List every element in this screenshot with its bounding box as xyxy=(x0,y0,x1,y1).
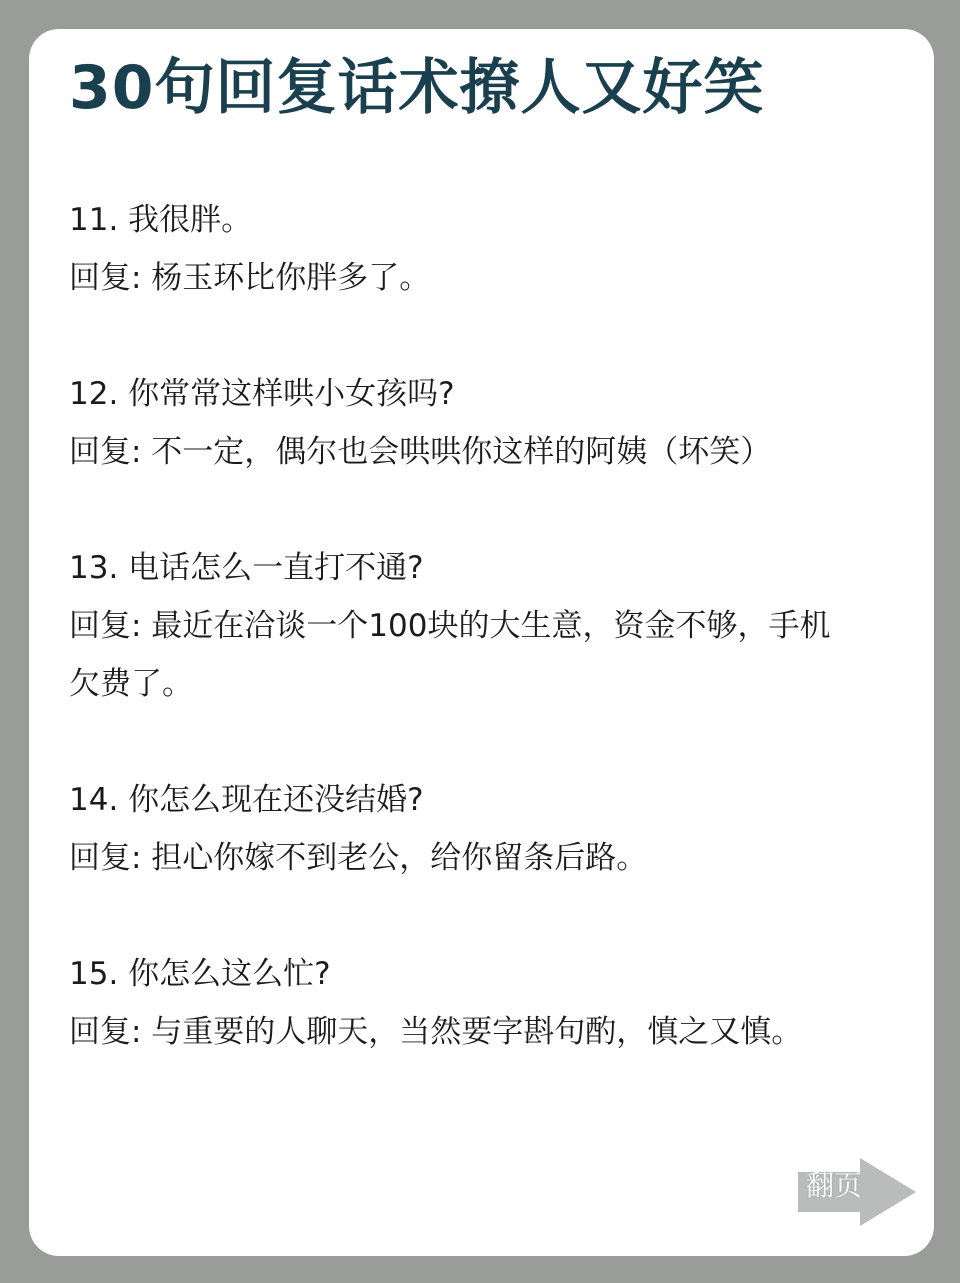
page-title: 30句回复话术撩人又好笑 xyxy=(69,53,765,123)
content-card xyxy=(29,29,934,1256)
qa-item-14 xyxy=(69,771,919,887)
reply-text: 回复: 不一定，偶尔也会哄哄你这样的阿姨（坏笑） xyxy=(69,434,772,470)
reply-text: 回复: 最近在洽谈一个100块的大生意，资金不够，手机 xyxy=(69,608,831,644)
qa-list xyxy=(69,191,919,1119)
reply-text: 回复: 与重要的人聊天，当然要字斟句酌，慎之又慎。 xyxy=(69,1014,803,1050)
reply-text: 回复: 担心你嫁不到老公，给你留条后路。 xyxy=(69,840,648,876)
qa-item-12 xyxy=(69,365,919,481)
reply-text-continued: 欠费了。 xyxy=(69,666,193,702)
qa-item-11 xyxy=(69,191,919,307)
question-text: 12. 你常常这样哄小女孩吗? xyxy=(69,376,455,412)
reply-text: 回复: 杨玉环比你胖多了。 xyxy=(69,260,431,296)
qa-item-15 xyxy=(69,945,919,1061)
question-text: 15. 你怎么这么忙? xyxy=(69,956,331,992)
next-page-label: 翻页 xyxy=(806,1169,863,1202)
question-text: 14. 你怎么现在还没结婚? xyxy=(69,782,424,818)
question-text: 13. 电话怎么一直打不通? xyxy=(69,550,424,586)
qa-item-13 xyxy=(69,539,919,713)
next-page-button[interactable] xyxy=(798,1158,916,1226)
question-text: 11. 我很胖。 xyxy=(69,202,253,238)
